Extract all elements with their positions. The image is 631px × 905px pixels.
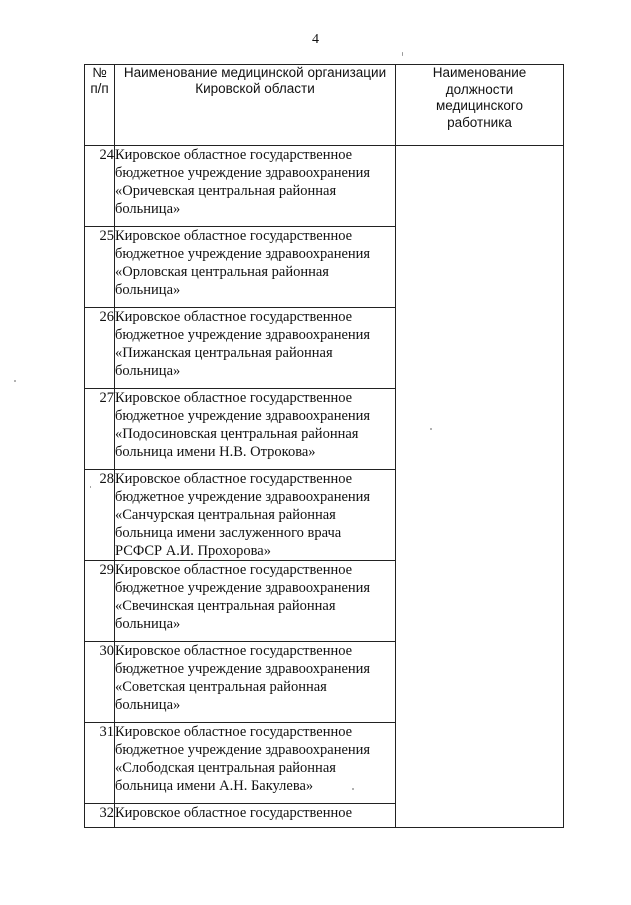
- organization-name: [115, 470, 396, 561]
- organization-name: [115, 308, 396, 389]
- organization-name-line: Кировское областное государственное: [115, 309, 353, 325]
- organization-name-line: Кировское областное государственное: [115, 390, 353, 406]
- organization-name-line: бюджетное учреждение здравоохранения: [115, 165, 371, 181]
- row-number: 25: [85, 227, 115, 308]
- organization-name-line: «Советская центральная районная: [115, 679, 327, 695]
- organization-name-line: бюджетное учреждение здравоохранения: [115, 408, 371, 424]
- organization-name-line: «Орловская центральная районная: [115, 264, 329, 280]
- page-number: 4: [312, 32, 319, 47]
- organization-name-line: больница имени Н.В. Отрокова»: [115, 444, 316, 460]
- organization-name-line: бюджетное учреждение здравоохранения: [115, 580, 371, 596]
- organization-name: [115, 561, 396, 642]
- scan-speck: [402, 52, 403, 56]
- organization-name-line: больница»: [115, 616, 181, 632]
- organizations-table: [84, 64, 564, 828]
- organization-name-line: больница»: [115, 363, 181, 379]
- organization-name-line: больница имени А.Н. Бакулева»: [115, 778, 314, 794]
- organization-name: [115, 723, 396, 804]
- organization-name-line: Кировское областное государственное: [115, 471, 353, 487]
- organization-name-line: Кировское областное государственное: [115, 562, 353, 578]
- organization-name-line: Кировское областное государственное: [115, 805, 353, 821]
- organization-name: [115, 389, 396, 470]
- row-number: 29: [85, 561, 115, 642]
- position-column-cell: [396, 146, 564, 828]
- header-organization: [115, 65, 396, 146]
- header-position-line: медицинского: [435, 98, 524, 113]
- row-number: 26: [85, 308, 115, 389]
- header-position-line: Наименование: [432, 65, 527, 80]
- organization-name: [115, 642, 396, 723]
- organization-name-line: Кировское областное государственное: [115, 228, 353, 244]
- header-number-line: п/п: [90, 81, 109, 96]
- row-number: 27: [85, 389, 115, 470]
- header-position-line: работника: [447, 114, 512, 130]
- organization-name-line: бюджетное учреждение здравоохранения: [115, 327, 371, 343]
- organization-name: [115, 146, 396, 227]
- organization-name-line: Кировское областное государственное: [115, 724, 353, 740]
- header-organization-line: Наименование медицинской организации: [123, 65, 387, 80]
- organization-name: [115, 227, 396, 308]
- organization-name-line: РСФСР А.И. Прохорова»: [115, 543, 271, 559]
- organization-name-line: бюджетное учреждение здравоохранения: [115, 661, 371, 677]
- header-number: [85, 65, 115, 146]
- organization-name-line: Кировское областное государственное: [115, 147, 353, 163]
- organization-name-line: «Санчурская центральная районная: [115, 507, 336, 523]
- organization-name-line: «Свечинская центральная районная: [115, 598, 336, 614]
- organization-name-line: больница»: [115, 201, 181, 217]
- organization-name: [115, 804, 396, 828]
- header-position: [396, 65, 564, 146]
- organization-name-line: больница имени заслуженного врача: [115, 525, 342, 541]
- row-number: 31: [85, 723, 115, 804]
- organization-name-line: «Слободская центральная районная: [115, 760, 336, 776]
- organization-name-line: «Оричевская центральная районная: [115, 183, 337, 199]
- organization-name-line: больница»: [115, 697, 181, 713]
- scan-speck: [14, 380, 16, 382]
- scan-speck: [352, 788, 354, 790]
- header-organization-line: Кировской области: [195, 81, 315, 96]
- row-number: 28: [85, 470, 115, 561]
- organization-name-line: Кировское областное государственное: [115, 643, 353, 659]
- scan-speck: [90, 486, 91, 488]
- row-number: 24: [85, 146, 115, 227]
- scan-speck: [430, 428, 432, 430]
- header-number-line: №: [92, 65, 107, 80]
- organization-name-line: «Подосиновская центральная районная: [115, 426, 359, 442]
- organization-name-line: «Пижанская центральная районная: [115, 345, 333, 361]
- organization-name-line: бюджетное учреждение здравоохранения: [115, 489, 371, 505]
- organization-name-line: бюджетное учреждение здравоохранения: [115, 742, 371, 758]
- row-number: 30: [85, 642, 115, 723]
- organization-name-line: больница»: [115, 282, 181, 298]
- row-number: 32: [85, 804, 115, 828]
- table-header-row: [85, 65, 564, 146]
- table-row: [85, 146, 564, 227]
- header-position-line: должности: [445, 81, 514, 97]
- organization-name-line: бюджетное учреждение здравоохранения: [115, 246, 371, 262]
